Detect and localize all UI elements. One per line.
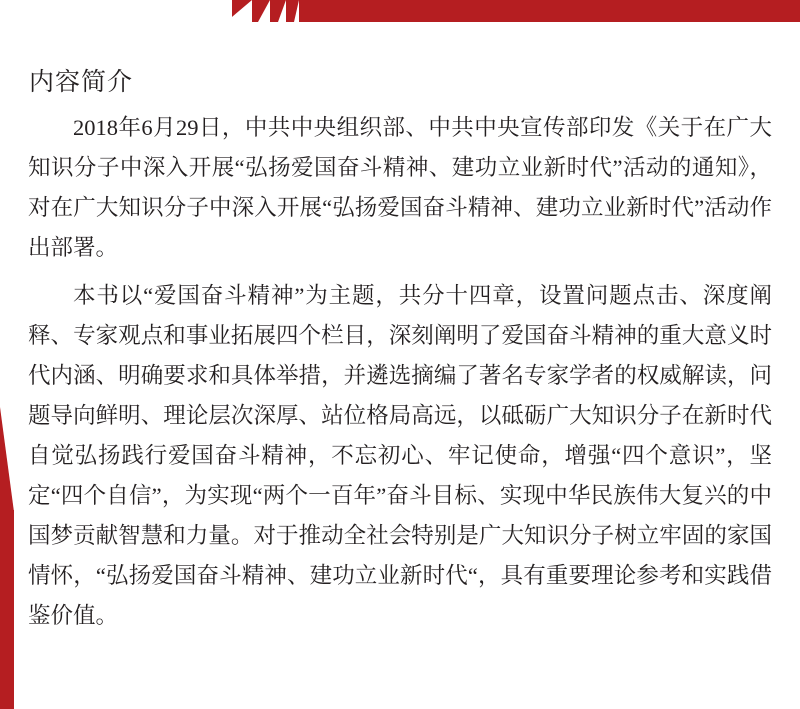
banner-stripe-4 [294,0,299,22]
accent-triangle [0,392,14,512]
banner-stripe-1 [226,0,252,22]
banner-red-block [232,0,800,22]
page-title: 内容简介 [29,69,134,96]
top-decorative-banner [0,0,800,22]
banner-stripe-3 [278,0,286,22]
accent-bar [0,510,14,709]
banner-stripe-2 [258,0,270,22]
paragraph: 本书以“爱国奋斗精神”为主题，共分十四章，设置问题点击、深度阐释、专家观点和事业拓展四个栏目，深刻阐明了爱国奋斗精神的重大意义时代内涵、明确要求和具体举措，并遴选摘编了著名专家学者的权威解读，问题导向鲜明、理论层次深厚、站位格局高远，以砥砺广大知识分子在新时代自觉弘扬践行爱国奋斗精神，不忘初心、牢记使命，增强“四个意识”，坚定“四个自信”，为实现“两个一百年”奋斗目标、实现中华民族伟大复兴的中国梦贡献智慧和力量。对于推动全社会特别是广大知识分子树立牢固的家国情怀，“弘扬爱国奋斗精神、建功立业新时代“，具有重要理论参考和实践借鉴价值。 [28,283,772,628]
document-body [28,108,772,636]
left-decorative-accent [0,392,14,709]
paragraph: 2018年6月29日，中共中央组织部、中共中央宣传部印发《关于在广大知识分子中深入开展“弘扬爱国奋斗精神、建功立业新时代”活动的通知》，对在广大知识分子中深入开展“弘扬爱国奋斗精神、建功立业新时代”活动作出部署。 [28,115,772,260]
